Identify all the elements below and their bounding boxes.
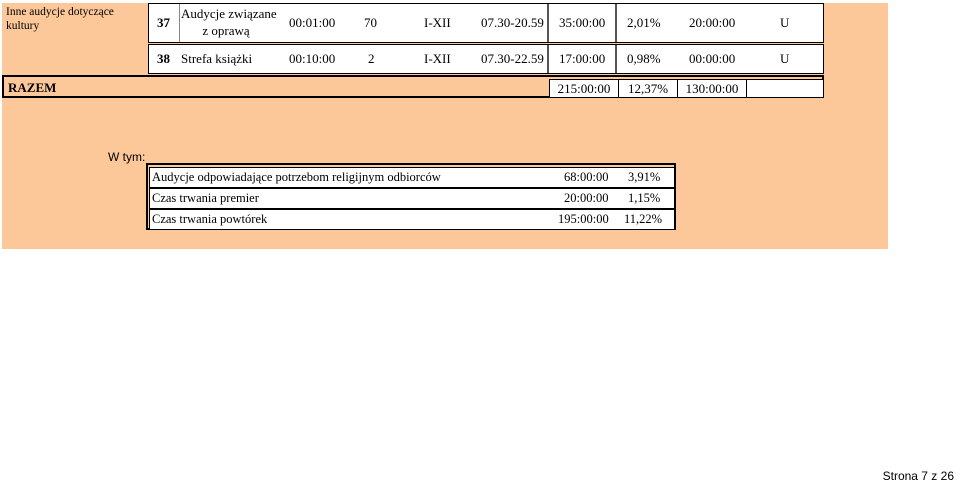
empty-column (822, 3, 886, 72)
table-row (148, 3, 824, 43)
row-percent: 2,01% (627, 15, 661, 30)
row-count: 70 (364, 15, 377, 30)
row-title: Strefa książki (181, 51, 253, 66)
breakdown-table (146, 163, 676, 230)
row-flag: U (780, 15, 790, 30)
total-label: RAZEM (8, 80, 57, 95)
breakdown-item-time: 195:00:00 (558, 212, 609, 226)
row-premiere: 00:00:00 (689, 51, 736, 66)
breakdown-label: W tym: (108, 150, 146, 164)
breakdown-item-percent: 11,22% (624, 212, 663, 226)
row-number: 38 (157, 51, 170, 66)
total-empty-cell (746, 79, 824, 98)
row-premiere: 20:00:00 (689, 15, 736, 30)
breakdown-item-percent: 3,91% (628, 170, 661, 184)
row-title: Audycje związane (181, 6, 277, 21)
page-number: Strona 7 z 26 (882, 469, 954, 483)
total-time: 215:00:00 (549, 79, 619, 98)
row-count: 2 (368, 51, 375, 66)
breakdown-item-percent: 1,15% (628, 191, 661, 205)
total-row (2, 75, 824, 98)
row-percent: 0,98% (627, 51, 661, 66)
breakdown-item-label: Audycje odpowiadające potrzebom religijnym odbiorców (152, 170, 441, 184)
row-hours: 07.30-22.59 (481, 51, 544, 66)
category-label: Inne audycje dotyczące kultury (6, 6, 114, 32)
row-total-time: 35:00:00 (559, 15, 606, 30)
breakdown-item-label: Czas trwania premier (152, 191, 259, 205)
breakdown-item-time: 68:00:00 (564, 170, 609, 184)
list-item (149, 167, 675, 188)
row-months: I-XII (424, 51, 451, 66)
row-hours: 07.30-20.59 (481, 15, 544, 30)
list-item (149, 209, 675, 230)
row-flag: U (780, 51, 790, 66)
row-duration: 00:01:00 (289, 15, 336, 30)
row-months: I-XII (424, 15, 451, 30)
total-percent: 12,37% (618, 79, 678, 98)
table-row (148, 44, 824, 74)
row-number: 37 (157, 15, 170, 30)
breakdown-item-label: Czas trwania powtórek (152, 212, 268, 226)
breakdown-item-time: 20:00:00 (564, 191, 609, 205)
row-title-cont: z oprawą (202, 23, 250, 38)
row-duration: 00:10:00 (289, 51, 336, 66)
list-item (149, 188, 675, 209)
total-premiere: 130:00:00 (677, 79, 747, 98)
row-total-time: 17:00:00 (559, 51, 606, 66)
